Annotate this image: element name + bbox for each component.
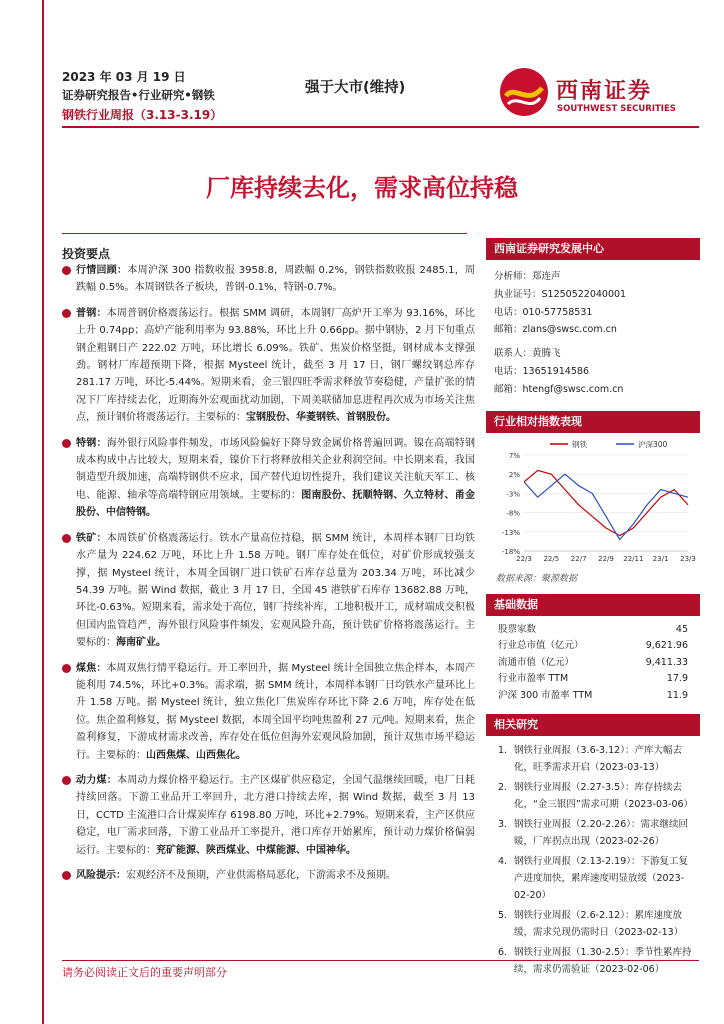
report-number: 6. xyxy=(498,947,508,959)
analyst-license: 执业证号：S1250522040001 xyxy=(494,288,627,300)
related-report[interactable] xyxy=(494,742,692,776)
left-accent-bar xyxy=(42,0,44,1024)
basic-data-table xyxy=(486,616,700,705)
y-tick-label: -8% xyxy=(506,509,520,518)
paragraph-text: 本周动力煤价格平稳运行。主产区煤矿供应稳定，全国气温继续回暖，电厂日耗持续回落。下游工业品开工率回升，北方港口持续去库，据 Wind 数据，截至 3 月 13 日，CCTD 主流港口合计煤炭库存 6198.80 万吨，环比+2.79%。短期来看，主产区供应稳定，电厂需求回落，下游工业品开工率提升，港口库存开始累库，预计动力煤价格偏弱运行。主要标的： xyxy=(76,774,476,856)
report-number: 3. xyxy=(498,819,508,831)
contact-name: 联系人：黄腾飞 xyxy=(494,348,561,360)
footer-disclaimer[interactable]: 请务必阅读正文后的重要声明部分 xyxy=(62,966,227,979)
x-tick-label: 22/3 xyxy=(516,554,532,563)
paragraph-text: 本周双焦行情平稳运行。开工率回升，据 Mysteel 统计全国独立焦企样本，本周产能利用 74.5%，环比+0.3%。需求端，据 SMM 统计，本周样本钢厂日均铁水产量环比上升 1.58 万吨。据 Mysteel 统计，独立焦化厂焦炭库存环比下降 2.6 万吨，库存处在低位。焦企盈利修复，据 Mysteel 数据，本周全国平均吨焦盈利 27 元/吨。短期来看，焦企盈利修复，下游成材需求改善，库存处在低位但海外宏观风险加剧，预计双焦市场平稳运行。主要标的： xyxy=(76,662,475,761)
main-divider xyxy=(62,233,467,234)
related-report[interactable] xyxy=(494,907,692,941)
x-tick-label: 22/9 xyxy=(598,554,614,563)
report-number: 4. xyxy=(498,856,508,868)
performance-chart xyxy=(490,437,696,565)
paragraph-tag: 动力煤： xyxy=(76,774,117,786)
footer-divider xyxy=(62,960,699,961)
paragraph-risk-warning xyxy=(62,867,475,884)
industry-rating: 强于大市(维持) xyxy=(305,80,406,96)
data-label: 沪深 300 市盈率 TTM xyxy=(498,689,593,701)
bullet-icon xyxy=(62,309,71,318)
related-research-list xyxy=(486,736,700,978)
paragraph-tag: 铁矿： xyxy=(76,532,107,544)
x-tick-label: 22/5 xyxy=(543,554,560,563)
section-label: 投资要点 xyxy=(62,247,111,261)
header-divider xyxy=(62,126,699,128)
bullet-icon xyxy=(62,534,71,543)
data-value: 9,621.96 xyxy=(645,640,688,652)
y-tick-label: -3% xyxy=(506,489,520,498)
x-tick-label: 23/3 xyxy=(680,554,696,563)
related-report[interactable] xyxy=(494,816,692,850)
company-logo xyxy=(496,64,696,122)
data-value: 9,411.33 xyxy=(645,656,688,668)
data-row xyxy=(486,655,700,672)
data-label: 股票家数 xyxy=(498,623,537,635)
research-center-header: 西南证券研究发展中心 xyxy=(486,238,700,260)
report-number: 5. xyxy=(498,910,508,922)
logo-text-en: SOUTHWEST SECURITIES xyxy=(557,104,676,114)
contact-email[interactable]: 邮箱：htengf@swsc.com.cn xyxy=(494,383,624,395)
bullet-icon xyxy=(62,439,71,448)
legend-label: 钢铁 xyxy=(572,439,587,449)
report-type: 证券研究报告•行业研究•钢铁 xyxy=(62,88,215,102)
series-line-steel xyxy=(524,470,688,535)
page-title: 厂库持续去化，需求高位持稳 xyxy=(206,174,518,202)
data-label: 行业总市值（亿元） xyxy=(498,640,584,652)
y-tick-label: -13% xyxy=(501,528,520,537)
chart-container xyxy=(486,433,700,569)
series-line-csi300 xyxy=(524,474,688,539)
paragraph-coal-coke xyxy=(62,660,475,764)
data-label: 行业市盈率 TTM xyxy=(498,673,569,685)
data-row xyxy=(486,671,700,688)
weekly-title: 钢铁行业周报（3.13-3.19） xyxy=(62,108,223,122)
paragraph-tag: 特钢： xyxy=(76,437,107,449)
y-tick-label: 2% xyxy=(508,470,520,479)
y-tick-label: 7% xyxy=(508,451,520,460)
logo-text-cn: 西南证券 xyxy=(556,78,653,104)
paragraph-text: 本周铁矿价格震荡运行。铁水产量高位持稳，据 SMM 统计，本周样本钢厂日均铁水产量为 224.62 万吨，环比上升 1.58 万吨。钢厂库存处在低位，对矿价形成较强支撑，据 Mysteel 统计，本周全国钢厂进口铁矿石库存总量为 203.34 万吨，环比减少 54.39 万吨。据 Wind 数据，截止 3 月 17 日，全国 45 港铁矿石库存 13682.88 万吨，环比-0.63%。短期来看，需求处于高位，钢厂持续补库，工地积极开工，成材端成交积极但国内监管趋严，海外银行风险事件频发，宏观风险升高，预计铁矿价格将震荡运行。主要标的： xyxy=(76,532,475,649)
y-tick-label: -18% xyxy=(501,547,520,556)
sidebar xyxy=(486,238,700,981)
analyst-phone: 电话：010-57758531 xyxy=(494,306,593,318)
bullet-icon xyxy=(62,776,71,785)
x-tick-label: 23/1 xyxy=(652,554,669,563)
paragraph-iron-ore xyxy=(62,530,475,652)
report-text: 钢铁行业周报（2.6-2.12）：累库速度放缓，需求兑现仍需时日（2023-02-13） xyxy=(514,910,684,939)
report-number: 2. xyxy=(498,782,508,794)
paragraph-stocks: 兖矿能源、陕西煤业、中煤能源、中国神华。 xyxy=(156,844,356,856)
bullet-icon xyxy=(62,664,71,673)
data-row xyxy=(486,638,700,655)
analyst-email[interactable]: 邮箱：zlans@swsc.com.cn xyxy=(494,324,617,336)
paragraph-thermal-coal xyxy=(62,772,475,859)
related-report[interactable] xyxy=(494,779,692,813)
data-value: 17.9 xyxy=(666,673,688,685)
paragraph-market-review xyxy=(62,262,475,297)
paragraph-tag: 行情回顾： xyxy=(76,265,128,276)
paragraph-text: 本周普钢价格震荡运行。根据 SMM 调研，本周钢厂高炉开工率为 93.16%，环比上升 0.74pp；高炉产能利用率为 93.88%，环比上升 0.66pp。据中钢协，2 月下旬重点钢企粗钢日产 222.02 万吨，环比增长 6.09%。铁矿、焦炭价格坚挺，钢材成本支撑强劲。钢材厂库超预期下降，根据 Mysteel 统计，截至 3 月 17 日，钢厂螺纹钢总库存 281.17 万吨，环比-5.44%。短期来看，金三银四旺季需求释放节奏稳健，产量扩张的情况下厂库持续去化，近期海外宏观面扰动加剧，下周美联储加息进程再次成为市场关注焦点，预计钢价将震荡运行。主要标的： xyxy=(76,307,475,424)
report-text: 钢铁行业周报（2.20-2.26）：需求继续回暖，厂库拐点出现（2023-02-26） xyxy=(514,819,688,848)
logo-mark-icon xyxy=(498,66,550,118)
paragraph-tag: 普钢： xyxy=(76,307,107,319)
report-text: 钢铁行业周报（3.6-3.12）：产库大幅去化，旺季需求开启（2023-03-13） xyxy=(514,745,682,774)
analyst-info xyxy=(486,260,700,401)
data-value: 45 xyxy=(675,623,688,635)
paragraph-text: 宏观经济不及预期，产业供需格局恶化，下游需求不及预期。 xyxy=(126,870,396,881)
report-text: 钢铁行业周报（2.27-3.5）：库存持续去化，“金三银四”需求可期（2023-03-06） xyxy=(514,782,694,811)
bullet-icon xyxy=(62,871,71,880)
bullet-icon xyxy=(62,266,71,275)
data-value: 11.9 xyxy=(666,689,688,701)
related-report[interactable] xyxy=(494,944,692,978)
report-number: 1. xyxy=(498,745,508,757)
investment-points xyxy=(62,262,475,892)
contact-phone: 电话：13651914586 xyxy=(494,365,589,377)
data-row xyxy=(486,688,700,705)
paragraph-text: 海外银行风险事件频发，市场风险偏好下降导致金属价格普遍回调。镍在高端特钢成本构成中占比较大，短期来看，镍价下行将释放相关企业利润空间。中长期来看，我国制造型升级加速，高端特钢供不应求，国产替代迫切性提升，我们建议关注航天军工、核电、能源、轴承等高端特钢应用领域。主要标的： xyxy=(76,437,476,501)
x-tick-label: 22/7 xyxy=(570,554,587,563)
analyst-name: 分析师：郑连声 xyxy=(494,271,561,282)
paragraph-stocks: 山西焦煤、山西焦化。 xyxy=(146,749,246,761)
paragraph-tag: 煤焦： xyxy=(76,662,107,674)
report-text: 钢铁行业周报（1.30-2.5）：季节性累库持续，需求仍需验证（2023-02-06） xyxy=(514,947,692,976)
related-research-header: 相关研究 xyxy=(486,714,700,736)
report-text: 钢铁行业周报（2.13-2.19）：下游复工复产进度加快，累库速度明显放缓（2023-02-20） xyxy=(514,856,688,902)
paragraph-common-steel xyxy=(62,305,475,427)
paragraph-stocks: 宝钢股份、华菱钢铁、首钢股份。 xyxy=(246,412,396,424)
data-row xyxy=(486,622,700,639)
paragraph-stocks: 海南矿业。 xyxy=(116,637,166,649)
x-tick-label: 22/11 xyxy=(623,554,644,563)
paragraph-text: 本周沪深 300 指数收报 3958.8，周跌幅 0.2%，钢铁指数收报 2485.1，周跌幅 0.5%。本周钢铁各子板块，普钢-0.1%，特钢-0.7%。 xyxy=(76,265,475,294)
related-report[interactable] xyxy=(494,853,692,904)
basic-data-header: 基础数据 xyxy=(486,594,700,616)
data-label: 流通市值（亿元） xyxy=(498,656,575,668)
paragraph-tag: 风险提示： xyxy=(76,870,126,881)
paragraph-stocks: 图南股份、抚顺特钢、久立特材、甬金股份、中信特钢。 xyxy=(76,489,476,519)
chart-source: 数据来源：聚源数据 xyxy=(496,573,578,584)
paragraph-special-steel xyxy=(62,435,475,522)
report-date: 2023 年 03 月 19 日 xyxy=(62,70,186,84)
legend-label: 沪深300 xyxy=(638,439,668,449)
chart-section-header: 行业相对指数表现 xyxy=(486,411,700,433)
